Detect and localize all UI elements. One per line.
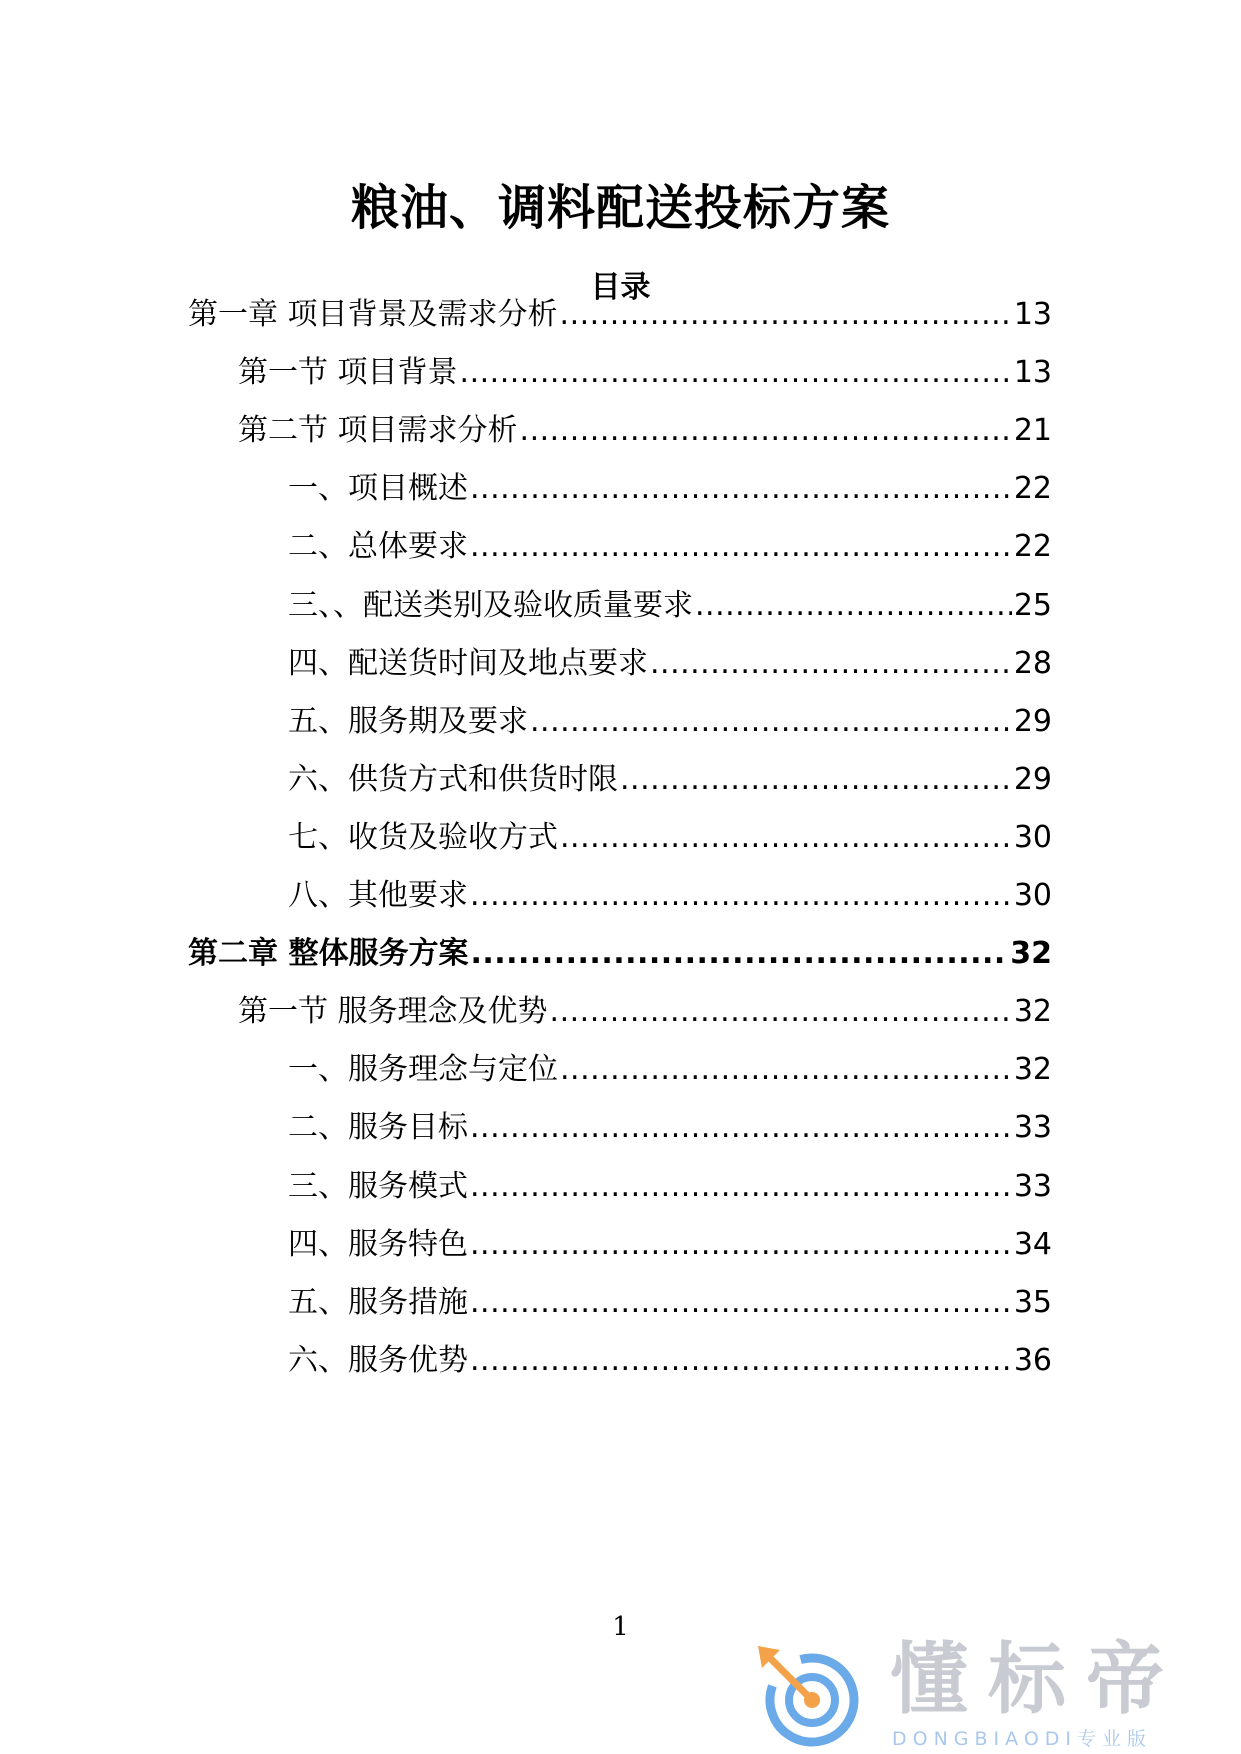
toc-entry-page: 32 [1013,1052,1052,1087]
toc-dot-leader [470,527,1012,567]
toc-entry-label: 五、服务期及要求 [288,704,528,739]
page-number: 1 [612,1612,629,1642]
toc-entry-page: 33 [1013,1110,1052,1145]
toc-entry-label: 第二节 项目需求分析 [238,413,518,448]
toc-entry-page: 34 [1013,1227,1052,1262]
toc-entry[interactable] [238,411,1052,451]
toc-entry-label: 第一节 项目背景 [238,355,458,390]
toc-entry[interactable] [288,818,1052,858]
toc-entry-label: 第一章 项目背景及需求分析 [188,297,558,332]
toc-entry-label: 五、服务措施 [288,1285,468,1320]
toc-dot-leader [695,586,1012,626]
toc-dot-leader [560,295,1012,335]
toc-entry[interactable] [288,760,1052,800]
toc-entry-label: 一、项目概述 [288,471,468,506]
toc-entry-label: 八、其他要求 [288,878,468,913]
toc-entry[interactable] [288,1341,1052,1381]
watermark-brand: 懂标帝 [890,1635,1185,1725]
toc-entry-page: 35 [1013,1285,1052,1320]
toc-entry-label: 第一节 服务理念及优势 [238,994,548,1029]
toc-entry[interactable] [288,644,1052,684]
toc-dot-leader [520,411,1012,451]
toc-entry[interactable] [288,1167,1052,1207]
toc-entry-page: 22 [1013,471,1052,506]
toc-entry[interactable] [288,1050,1052,1090]
toc-dot-leader [650,644,1012,684]
toc-entry-page: 22 [1013,529,1052,564]
toc-dot-leader [470,1167,1012,1207]
toc-entry-label: 六、供货方式和供货时限 [288,762,618,797]
toc-entry[interactable] [188,934,1052,974]
toc-dot-leader [470,1341,1012,1381]
toc-entry-label: 三、、配送类别及验收质量要求 [288,588,693,623]
toc-dot-leader [550,992,1012,1032]
toc-entry-label: 四、配送货时间及地点要求 [288,646,648,681]
toc-entry[interactable] [288,527,1052,567]
toc-entry-page: 13 [1013,355,1052,390]
watermark-subtitle: DONGBIAODI专业版 [892,1728,1153,1750]
toc-entry-page: 25 [1013,588,1052,623]
toc-entry-label: 一、服务理念与定位 [288,1052,558,1087]
toc-dot-leader [530,702,1012,742]
watermark [740,1632,1220,1752]
toc-entry-page: 29 [1013,762,1052,797]
toc-entry-label: 第二章 整体服务方案 [188,936,469,971]
toc-entry-label: 四、服务特色 [288,1227,468,1262]
toc-entry-page: 13 [1013,297,1052,332]
toc-dot-leader [470,1283,1012,1323]
toc-dot-leader [470,934,1008,974]
toc-dot-leader [470,469,1012,509]
toc-entry-label: 六、服务优势 [288,1343,468,1378]
toc-entry[interactable] [288,876,1052,916]
toc-entry-page: 30 [1013,820,1052,855]
toc-dot-leader [560,818,1012,858]
toc-entry-page: 33 [1013,1169,1052,1204]
toc-entry[interactable] [288,1283,1052,1323]
toc-entry[interactable] [288,1108,1052,1148]
toc-entry-page: 36 [1013,1343,1052,1378]
toc-entry-label: 二、总体要求 [288,529,468,564]
toc-entry-label: 二、服务目标 [288,1110,468,1145]
toc-entry[interactable] [288,469,1052,509]
toc-entry-page: 21 [1013,413,1052,448]
toc-entry[interactable] [288,702,1052,742]
toc-entry[interactable] [288,1225,1052,1265]
toc-entry-label: 三、服务模式 [288,1169,468,1204]
toc-entry-page: 30 [1013,878,1052,913]
toc-entry-page: 32 [1013,994,1052,1029]
toc-entry-label: 七、收货及验收方式 [288,820,558,855]
toc-dot-leader [470,1108,1012,1148]
toc-entry[interactable] [188,295,1052,335]
toc-entry[interactable] [238,992,1052,1032]
toc-entry[interactable] [238,353,1052,393]
toc-entry-page: 29 [1013,704,1052,739]
toc-heading: 目录 [590,270,651,305]
toc-dot-leader [470,1225,1012,1265]
toc-dot-leader [460,353,1012,393]
document-title: 粮油、调料配送投标方案 [350,180,890,236]
toc-entry-page: 32 [1010,936,1052,971]
toc-dot-leader [620,760,1012,800]
toc-entry[interactable] [288,586,1052,626]
target-arrow-icon [750,1638,868,1750]
toc-dot-leader [560,1050,1012,1090]
toc-entry-page: 28 [1013,646,1052,681]
toc-dot-leader [470,876,1012,916]
